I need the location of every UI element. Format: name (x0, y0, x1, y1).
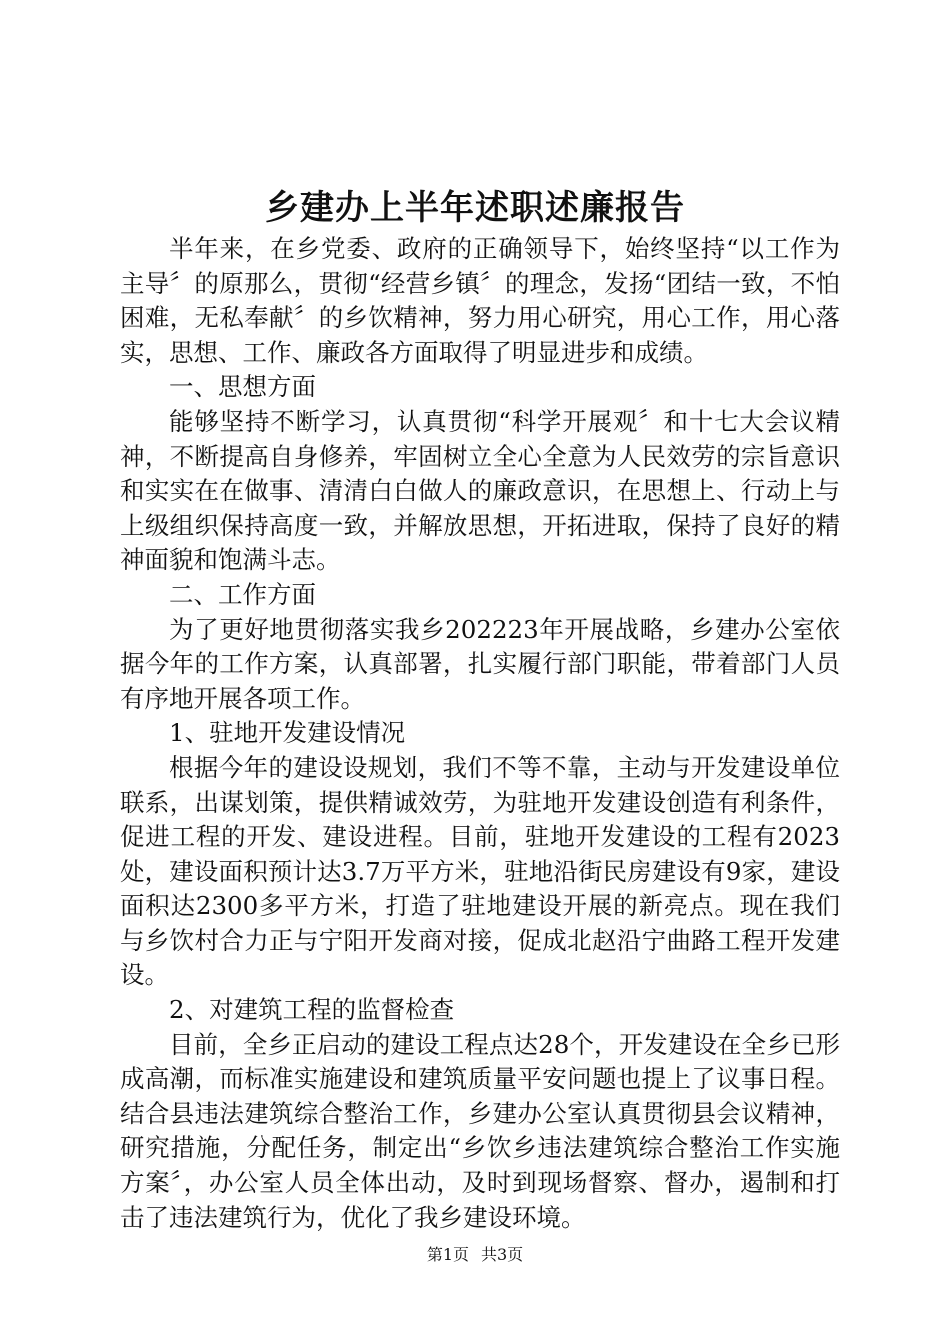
paragraph-supervision: 目前，全乡正启动的建设工程点达28个，开发建设在全乡已形成高潮，而标准实施建设和建筑质量平安问题也提上了议事日程。结合县违法建筑综合整治工作，乡建办公室认真贯彻县会议精神，研究措施，分配任务，制定出“乡饮乡违法建筑综合整治工作实施方案〞，办公室人员全体出动，及时到现场督察、督办，遏制和打击了违法建筑行为，优化了我乡建设环境。 (120, 1029, 840, 1232)
section-heading-thought: 一、思想方面 (169, 372, 316, 402)
page-footer (0, 1243, 950, 1267)
document-body (120, 232, 840, 1235)
page-number: 第1页 (426, 1245, 469, 1264)
section-heading-work: 二、工作方面 (169, 579, 316, 609)
paragraph-development: 根据今年的建设设规划，我们不等不靠，主动与开发建设单位联系，出谋划策，提供精诚效劳，为驻地开发建设创造有利条件，促进工程的开发、建设进程。目前，驻地开发建设的工程有2023处，建设面积预计达3.7万平方米，驻地沿街民房建设有9家，建设面积达2300多平方米，打造了驻地建设开展的新亮点。现在我们与乡饮村合力正与宁阳开发商对接，促成北赵沿宁曲路工程开发建设。 (120, 752, 840, 990)
paragraph-work: 为了更好地贯彻落实我乡202223年开展战略，乡建办公室依据今年的工作方案，认真部署，扎实履行部门职能，带着部门人员有序地开展各项工作。 (120, 614, 840, 713)
paragraph-intro: 半年来，在乡党委、政府的正确领导下，始终坚持“以工作为主导〞的原那么，贯彻“经营乡镇〞的理念，发扬“团结一致，不怕困难，无私奉献〞的乡饮精神，努力用心研究，用心工作，用心落实，思想、工作、廉政各方面取得了明显进步和成绩。 (120, 234, 840, 367)
subsection-heading-supervision: 2、对建筑工程的监督检查 (169, 995, 455, 1025)
page-total: 共3页 (481, 1245, 524, 1264)
document-title: 乡建办上半年述职述廉报告 (265, 188, 685, 228)
paragraph-thought: 能够坚持不断学习，认真贯彻“科学开展观〞和十七大会议精神，不断提高自身修养，牢固树立全心全意为人民效劳的宗旨意识和实实在在做事、清清白白做人的廉政意识，在思想上、行动上与上级组织保持高度一致，并解放思想，开拓进取，保持了良好的精神面貌和饱满斗志。 (120, 406, 840, 575)
subsection-heading-development: 1、驻地开发建设情况 (169, 718, 406, 748)
